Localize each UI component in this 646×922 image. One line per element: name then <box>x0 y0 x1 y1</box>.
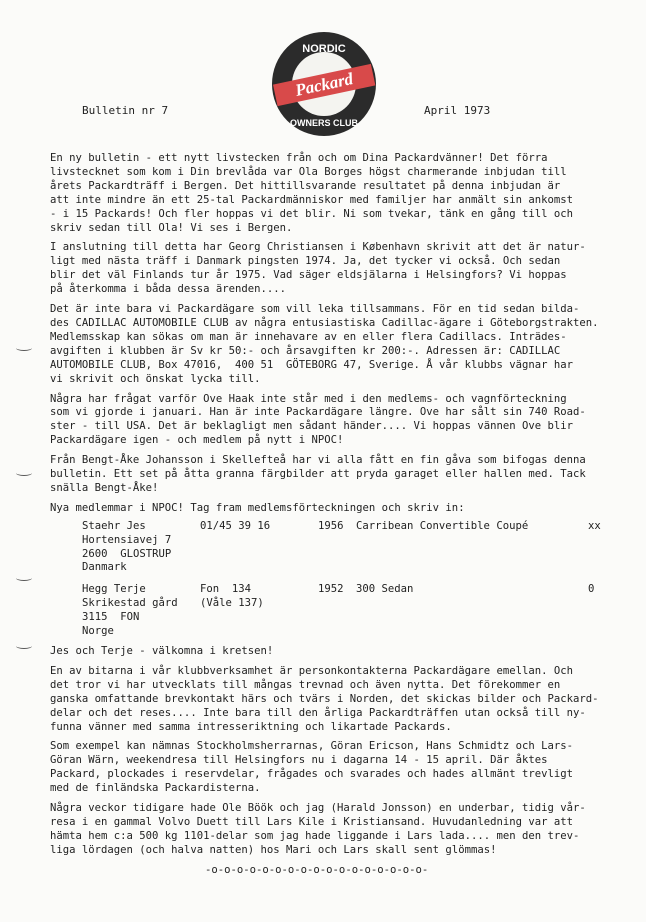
new-members-table <box>82 520 608 639</box>
paragraph: Det är inte bara vi Packardägare som vill leka tillsammans. För en tid sedan bilda- des CADILLAC AUTOMOBILE CLUB av några entusiastiska Cadillac-ägare i Göteborgstrakten. Medlemsskap kan sökas om man är innehavare av en eller flera Cadillacs. Inträdes- avgiften i klubben är Sv kr 50:- och årsavgiften kr 200:-. Adressen är: CADILLAC AUTOMOBILE CLUB, Box 47016, 400 51 GÖTEBORG 47, Sverige. Å vår klubbs vägnar har vi skrivit och önskat lycka till. <box>50 303 599 385</box>
table-row <box>82 520 608 576</box>
member-note: 0 <box>588 583 595 596</box>
member-name-address: Staehr Jes Hortensiavej 7 2600 GLOSTRUP Danmark <box>82 519 172 574</box>
paragraph: En av bitarna i vår klubbverksamhet är personkontakterna Packardägare emellan. Och det tror vi har utvecklats till mångas trevnad och även nytta. Det förekommer en ganska omfattande brevkontakt härs och tvärs i Norden, det skickas bilder och Packard- delar och det reses.... Inte bara till den årliga Packardträffen utan också till ny- funna vänner med samma intresseriktning och likartade Packards. <box>50 664 599 733</box>
margin-mark <box>16 643 32 649</box>
member-phone: 01/45 39 16 <box>200 519 271 532</box>
member-car-model: 300 Sedan <box>356 583 414 596</box>
margin-mark <box>16 345 32 351</box>
member-car-year: 1952 <box>318 583 344 596</box>
bulletin-date: April 1973 <box>424 104 491 117</box>
paragraph: Som exempel kan nämnas Stockholmsherrarnas, Göran Ericson, Hans Schmidtz och Lars- Göran Wärn, weekendresa till Helsingfors nu i dagarna 14 - 15 april. Där åktes Packard, plockades i reservdelar, frågades och svarades och hades allmänt trevligt med de finländska Packardisterna. <box>50 740 573 795</box>
bulletin-body <box>50 152 624 878</box>
bulletin-number: Bulletin nr 7 <box>82 104 169 117</box>
new-members-intro: Nya medlemmar i NPOC! Tag fram medlemsförteckningen och skriv in: <box>50 501 465 514</box>
member-phone: Fon 134 (Våle 137) <box>200 583 264 610</box>
club-logo <box>270 30 378 138</box>
margin-mark <box>16 575 32 581</box>
member-name-address: Hegg Terje Skrikestad gård 3115 FON Norge <box>82 583 178 638</box>
paragraph: En ny bulletin - ett nytt livstecken från och om Dina Packardvänner! Det förra livstecknet som kom i Din brevlåda var Ola Borges högst charmerande inbjudan till årets Packardträff i Bergen. Det hittillsvarande resultatet på denna inbjudan är att inte mindre än ett 25-tal Packardmänniskor med familjer har anmält sin ankomst - i 15 Packards! Och fler hoppas vi det blir. Ni som tvekar, tänk en gång till och skriv sedan till Ola! Vi ses i Bergen. <box>50 152 573 234</box>
margin-mark <box>16 470 32 476</box>
logo-middle-text: Packard <box>293 69 355 100</box>
member-car-model: Carribean Convertible Coupé <box>356 519 529 532</box>
member-note: xx <box>588 519 601 532</box>
welcome-line: Jes och Terje - välkomna i kretsen! <box>50 645 274 657</box>
paragraph: Några veckor tidigare hade Ole Böök och jag (Harald Jonsson) en underbar, tidig vår- resa i en gammal Volvo Duett till Lars Kile i Kristiansand. Huvudanledning var att hämta hem c:a 500 kg 1101-delar som jag hade liggande i Lars lada.... men den trev- liga lördagen (och halva natten) hos Mari och Lars skall sent glömmas! <box>50 802 586 856</box>
paragraph: Några har frågat varför Ove Haak inte står med i den medlems- och vagnförteckning som vi gjorde i januari. Han är inte Packardägare längre. Ove har sålt sin 740 Road- ster - till USA. Det är beklagligt men sådant händer.... Vi hoppas vännen Ove blir Packardägare igen - och medlem på nytt i NPOC! <box>50 392 586 447</box>
paragraph: I anslutning till detta har Georg Christiansen i København skrivit att det är natur- ligt med nästa träff i Danmark pingsten 1974. Ja, det tycker vi också. Och sedan blir det väl Finlands tur år 1975. Vad säger eldsjälarna i Helsingfors? Vi hoppas på återkomma i båda dessa ärenden.... <box>50 241 586 296</box>
footer-divider: -o-o-o-o-o-o-o-o-o-o-o-o-o-o-o-o-o- <box>205 863 429 876</box>
table-row <box>82 575 608 639</box>
logo-top-text: NORDIC <box>302 43 346 55</box>
logo-bottom-text: OWNERS CLUB <box>290 118 358 128</box>
paragraph: Från Bengt-Åke Johansson i Skellefteå har vi alla fått en fin gåva som bifogas denna bulletin. Ett set på åtta granna färgbilder att pryda garaget eller hallen med. Tack snälla Bengt-Åke! <box>50 454 586 494</box>
member-car-year: 1956 <box>318 519 344 532</box>
